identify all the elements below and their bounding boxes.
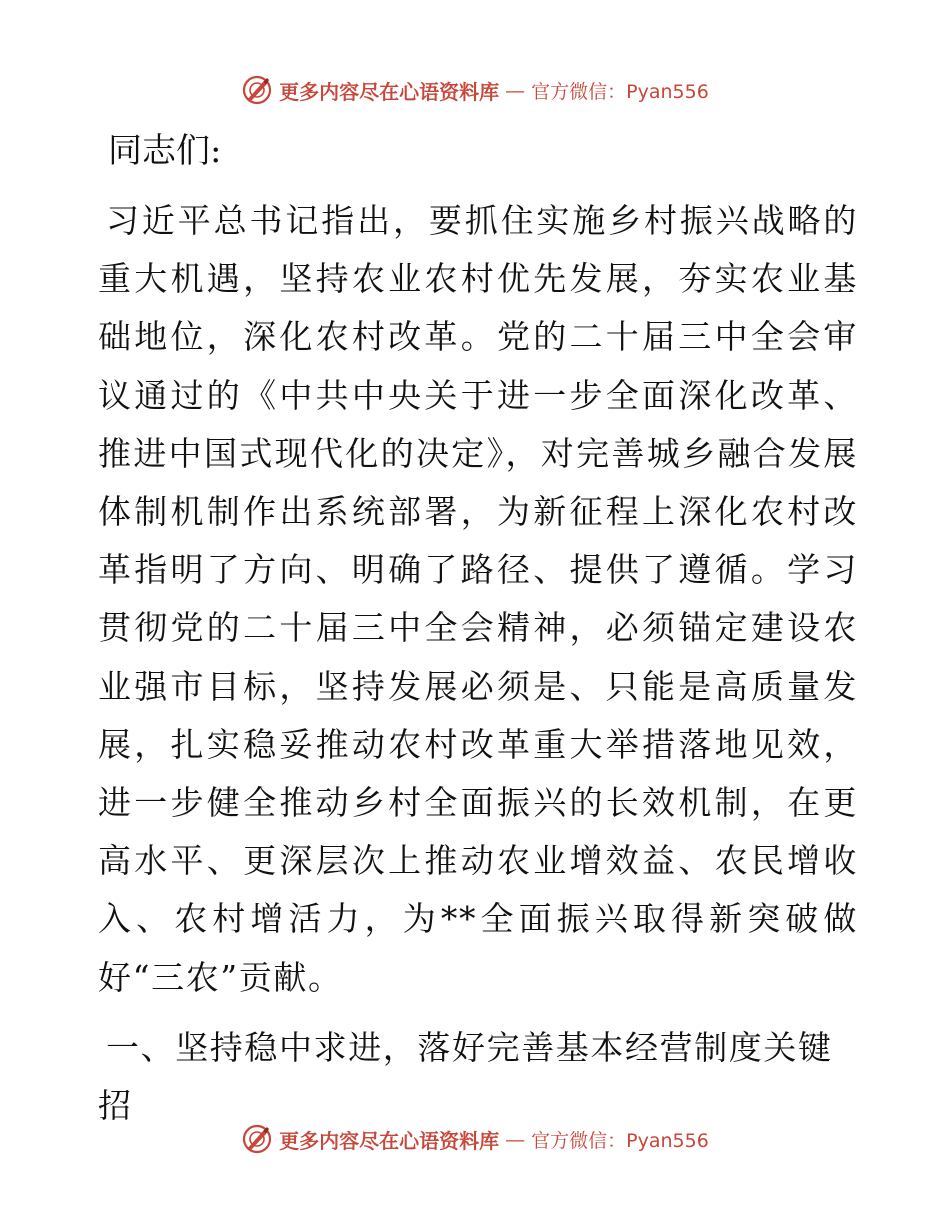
section-heading: 一、坚持稳中求进，落好完善基本经营制度关键招	[98, 1027, 833, 1125]
pen-logo-icon	[241, 74, 273, 106]
pen-logo-icon	[241, 1123, 273, 1155]
watermark-separator: —	[505, 1127, 526, 1151]
salutation: 同志们:	[108, 131, 222, 171]
intro-paragraph: 习近平总书记指出，要抓住实施乡村振兴战略的重大机遇，坚持农业农村优先发展，夯实农业基础地位，深化农村改革。党的二十届三中全会审议通过的《中共中央关于进一步全面深化改革、推进中国式现代化的决定》，对完善城乡融合发展体制机制作出系统部署，为新征程上深化农村改革指明了方向、明确了路径、提供了遵循。学习贯彻党的二十届三中全会精神，必须锚定建设农业强市目标，坚持发展必须是、只能是高质量发展，扎实稳妥推动农村改革重大举措落地见效，进一步健全推动乡村全面振兴的长效机制，在更高水平、更深层次上推动农业增效益、农民增收入、农村增活力，为**全面振兴取得新突破做好“三农”贡献。	[98, 201, 858, 997]
watermark-header	[0, 70, 950, 110]
watermark-library-text: 更多内容尽在心语资料库	[279, 1128, 500, 1153]
document-body	[98, 122, 858, 1135]
watermark-library-text: 更多内容尽在心语资料库	[279, 79, 500, 104]
watermark-footer	[0, 1119, 950, 1159]
watermark-separator: —	[505, 78, 526, 102]
watermark-wechat-text: 官方微信：Pyan556	[531, 80, 709, 103]
watermark-wechat-text: 官方微信：Pyan556	[531, 1129, 709, 1152]
